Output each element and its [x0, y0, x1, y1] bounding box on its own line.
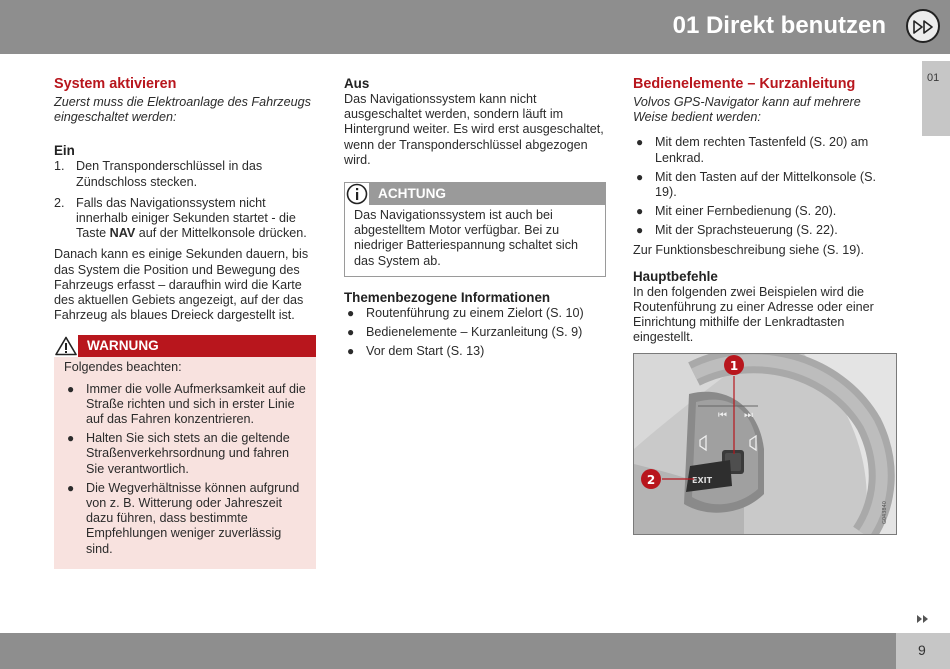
attention-text: Das Navigationssystem ist auch bei abgestelltem Motor verfügbar. Bei zu niedriger Batteriespannung schaltet sich das System ab.: [354, 208, 579, 268]
bullet-icon: ●: [67, 381, 75, 396]
next-chapter-button[interactable]: [906, 9, 940, 43]
bullet-icon: ●: [636, 223, 644, 238]
body-paragraph: Danach kann es einige Sekunden dauern, bis das System die Position und Bewegung des Fahrzeugs erfasst – daraufhin wird die Karte des aktuellen Gebiets angezeigt, auf der das Fahrzeug als blaues Dreieck dargestellt ist.: [54, 247, 309, 323]
list-item: [633, 170, 897, 200]
step-number: 1.: [54, 159, 65, 174]
related-link[interactable]: [344, 325, 606, 340]
bullet-icon: ●: [347, 344, 355, 359]
attention-title: ACHTUNG: [378, 186, 446, 202]
related-heading: Themenbezogene Informationen: [344, 289, 551, 305]
section-title-system-aktivieren: System aktivieren: [54, 76, 177, 92]
bullet-icon: ●: [636, 204, 644, 219]
related-link[interactable]: [344, 306, 606, 321]
forward-double-arrow-icon: [913, 20, 935, 34]
intro-text: Volvos GPS-Navigator kann auf mehrere Weise bedient werden:: [633, 95, 861, 125]
bullet-icon: ●: [636, 135, 644, 150]
list-item-text: Mit den Tasten auf der Mittelkonsole (S. 19).: [655, 169, 876, 200]
chapter-side-tab[interactable]: [922, 61, 950, 136]
column-middle: [344, 76, 606, 363]
list-item-text: Immer die volle Aufmerksamkeit auf die Straße richten und sich in erster Linie auf das Fahren konzentrieren.: [86, 381, 306, 427]
step-number: 2.: [54, 195, 65, 210]
chapter-side-tab-label: 01: [927, 72, 940, 84]
page-number-box: [896, 633, 950, 669]
footer-band: [0, 633, 896, 669]
list-item: [64, 382, 306, 428]
list-item-text: Mit dem rechten Tastenfeld (S. 20) am Lenkrad.: [655, 135, 869, 165]
bullet-icon: ●: [347, 305, 355, 320]
exit-button-label: EXIT: [692, 475, 713, 485]
list-item-text: Halten Sie sich stets an die geltende Straßenverkehrsordnung und fahren Sie verantwortlich.: [86, 431, 290, 476]
list-item: [64, 431, 306, 477]
ein-heading: Ein: [54, 143, 75, 159]
list-item: [54, 196, 316, 242]
hauptbefehle-heading: Hauptbefehle: [633, 268, 718, 284]
aus-heading: Aus: [344, 76, 370, 91]
attention-box: [344, 182, 606, 277]
bullet-icon: ●: [67, 431, 75, 446]
steering-wheel-figure: [633, 353, 897, 535]
ein-steps: [54, 159, 316, 241]
chapter-title: 01 Direkt benutzen: [672, 12, 886, 39]
aus-text: Das Navigationssystem kann nicht ausgeschaltet werden, sondern läuft im Hintergrund weiter. Es wird erst ausgeschaltet, wenn der Transponderschlüssel abgezogen wird.: [344, 92, 604, 167]
related-link-text: Bedienelemente – Kurzanleitung (S. 9): [366, 325, 583, 340]
bullet-icon: ●: [347, 325, 355, 340]
intro-text: Zuerst muss die Elektroanlage des Fahrzeugs eingeschaltet werden:: [54, 95, 311, 125]
bullet-icon: ●: [67, 480, 75, 495]
section-title-bedienelemente: Bedienelemente – Kurzanleitung: [633, 76, 856, 92]
list-item: [54, 159, 316, 189]
callout-1: 1: [729, 358, 739, 373]
list-item-text: Die Wegverhältnisse können aufgrund von z. B. Witterung oder Jahreszeit dazu führen, dass bestimmte Empfehlungen weniger zuverlässig sind.: [86, 480, 300, 556]
figure-code: G043840: [882, 500, 888, 524]
related-link[interactable]: [344, 344, 606, 359]
warning-header: [54, 335, 316, 357]
related-link-text: Routenführung zu einem Zielort (S. 10): [366, 305, 584, 320]
warning-title: WARNUNG: [87, 338, 159, 354]
warning-body: [54, 357, 316, 568]
list-item-text: Mit einer Fernbedienung (S. 20).: [655, 204, 837, 219]
column-right: [633, 76, 897, 535]
control-list: [633, 135, 897, 238]
related-link-text: Vor dem Start (S. 13): [366, 344, 485, 359]
list-item-text: Mit der Sprachsteuerung (S. 22).: [655, 223, 838, 238]
info-icon: [346, 183, 368, 205]
svg-text:⏭: ⏭: [744, 409, 753, 421]
hauptbefehle-text: In den folgenden zwei Beispielen wird die Routenführung zu einer Adresse oder einer Einrichtung mithilfe der Lenkradtasten eingestellt.: [633, 284, 874, 345]
bullet-icon: ●: [636, 169, 644, 184]
warning-lead: Folgendes beachten:: [64, 360, 182, 375]
callout-2: 2: [646, 472, 656, 487]
continue-arrow-icon: [916, 614, 930, 624]
warning-box: [54, 335, 316, 568]
svg-text:⏮: ⏮: [718, 409, 727, 421]
step-text: Falls das Navigationssystem nicht innerhalb einiger Sekunden startet - die Taste: [76, 195, 296, 241]
attention-header: [345, 183, 605, 205]
step-text-end: auf der Mittelkonsole drücken.: [135, 226, 307, 241]
warning-list: [64, 382, 306, 557]
attention-body: [345, 205, 605, 276]
step-text: Den Transponderschlüssel in das Zündschloss stecken.: [76, 159, 263, 189]
page-number: 9: [918, 642, 926, 658]
related-list: [344, 306, 606, 360]
nav-key-label: NAV: [109, 226, 136, 241]
function-reference: Zur Funktionsbeschreibung siehe (S. 19).: [633, 242, 865, 257]
list-item: [633, 135, 897, 165]
column-left: [54, 76, 316, 569]
list-item: [633, 223, 897, 238]
steering-wheel-illustration: [634, 354, 896, 534]
list-item: [64, 481, 306, 557]
warning-triangle-icon: [55, 336, 77, 356]
list-item: [633, 204, 897, 219]
